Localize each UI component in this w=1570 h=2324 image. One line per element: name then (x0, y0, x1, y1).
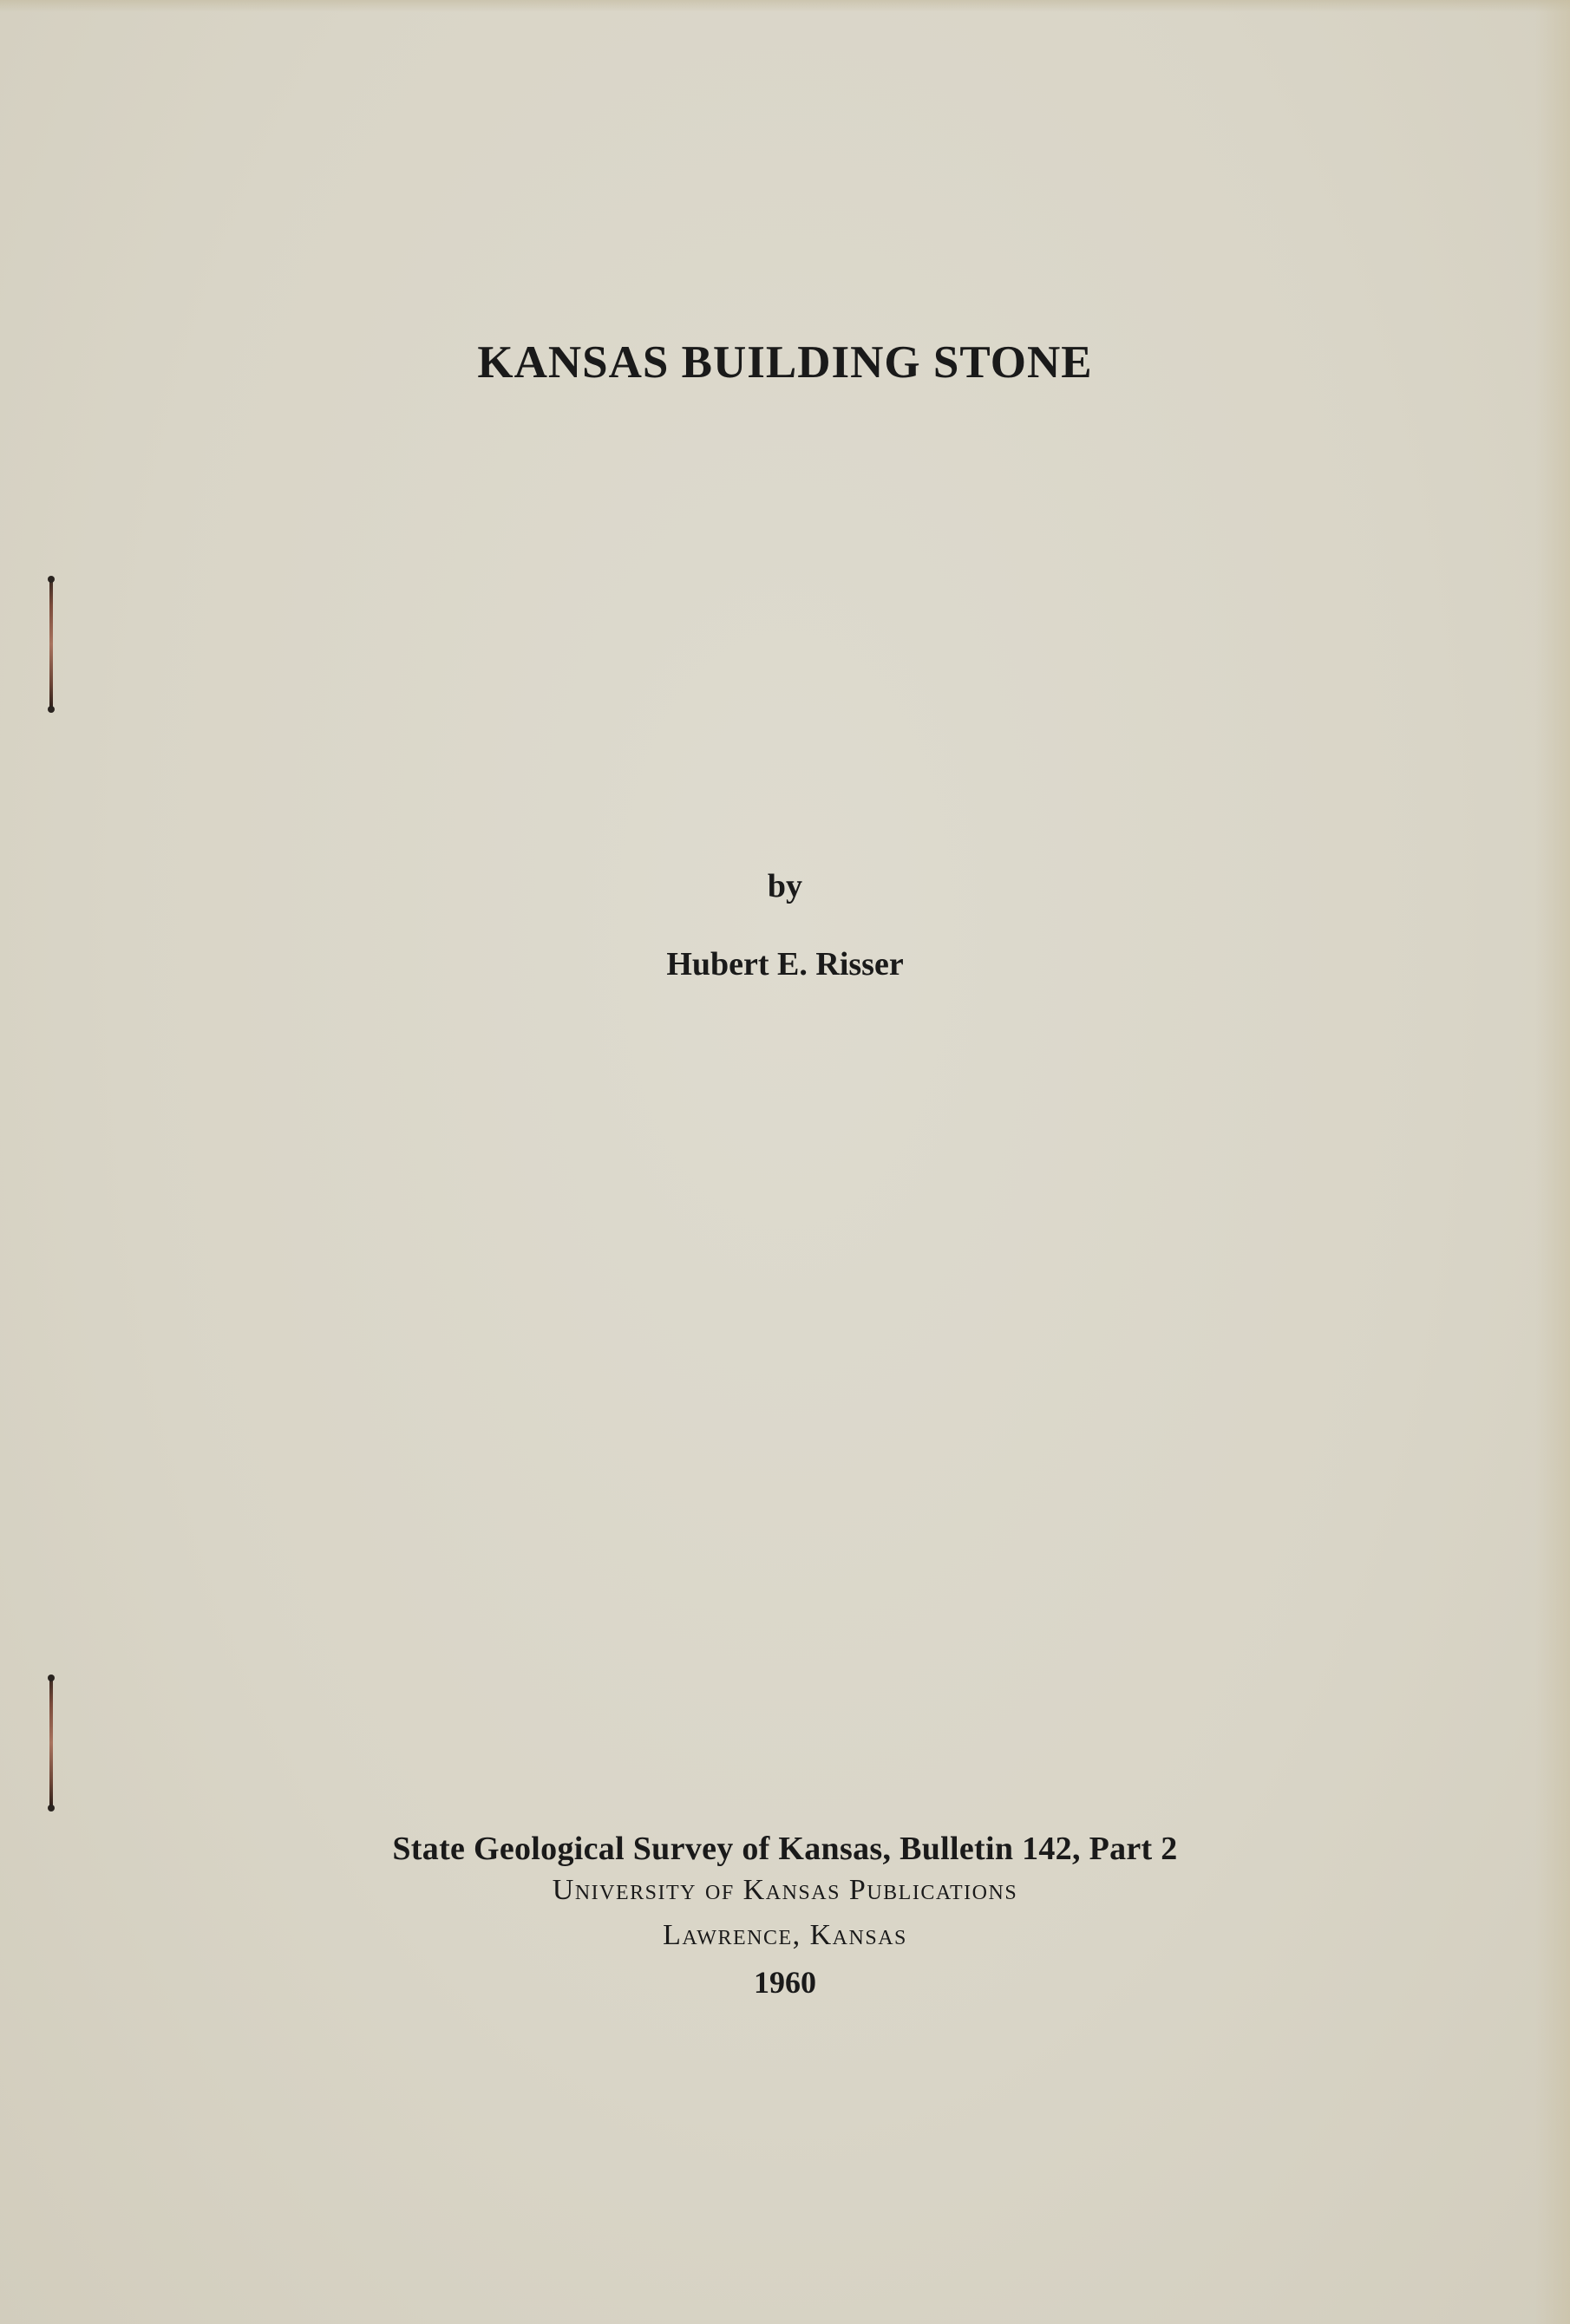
place-line: Lawrence, Kansas (663, 1919, 907, 1952)
year-line: 1960 (754, 1965, 816, 2001)
by-line: by (767, 868, 803, 904)
staple-top (49, 579, 53, 709)
cover-title: KANSAS BUILDING STONE (477, 337, 1093, 388)
series-line: State Geological Survey of Kansas, Bulletin 142, Part 2 (392, 1831, 1178, 1867)
paper-edge-top (0, 0, 1570, 12)
author-name: Hubert E. Risser (666, 946, 904, 982)
publisher-line: University of Kansas Publications (552, 1873, 1018, 1906)
publisher-block (0, 1830, 1570, 2001)
staple-bottom (49, 1678, 53, 1808)
